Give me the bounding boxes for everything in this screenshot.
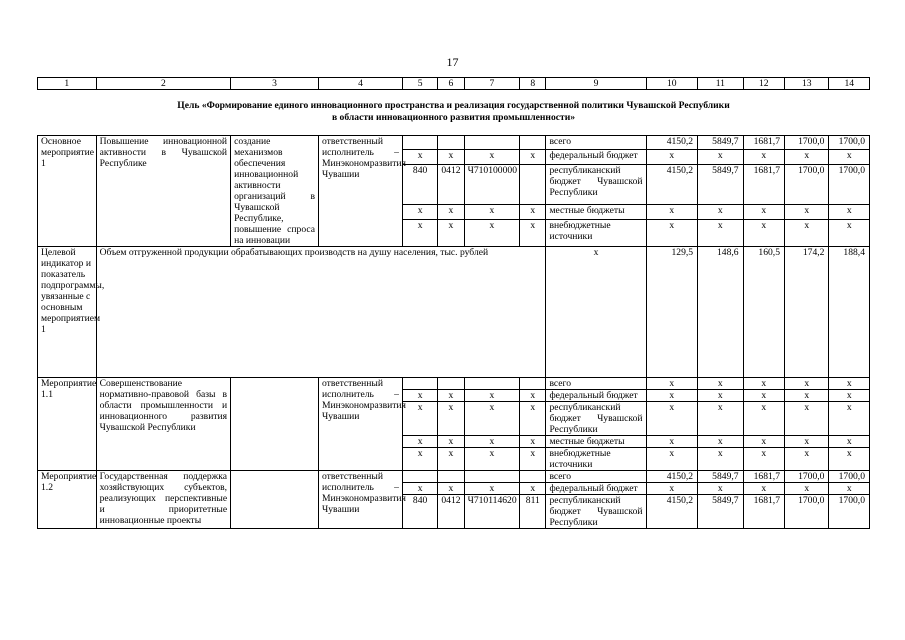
amount: х <box>829 219 870 246</box>
expense-code <box>520 378 546 390</box>
grbs-code <box>402 471 437 483</box>
expense-code: х <box>520 205 546 219</box>
column-number: 8 <box>520 78 546 90</box>
goal-line: Цель «Формирование единого инновационного пространства и реализация государственной политики Чувашской Республики <box>177 100 730 111</box>
expense-code: х <box>520 150 546 164</box>
column-number: 11 <box>698 78 743 90</box>
amount: х <box>698 205 743 219</box>
section-code: х <box>438 219 464 246</box>
column-number: 12 <box>743 78 784 90</box>
grbs-code: х <box>402 448 437 471</box>
event-name: Мероприятие 1.2 <box>38 471 97 529</box>
amount: 4150,2 <box>646 164 698 205</box>
amount: х <box>743 390 784 402</box>
section-code: 0412 <box>438 164 464 205</box>
target-code: х <box>464 436 520 448</box>
target-code <box>464 471 520 483</box>
amount: х <box>646 436 698 448</box>
event-executor: ответственный исполнитель – Минэкономразвития Чувашии <box>319 471 403 529</box>
funding-source: федеральный бюджет <box>546 390 646 402</box>
amount: х <box>785 448 829 471</box>
amount: х <box>646 483 698 495</box>
section-code: х <box>438 150 464 164</box>
amount: х <box>698 390 743 402</box>
amount: 1700,0 <box>785 471 829 483</box>
grbs-code: х <box>402 436 437 448</box>
event-name: Основное мероприятие 1 <box>38 136 97 247</box>
indicator-value: 174,2 <box>785 247 829 378</box>
goal-heading <box>38 90 870 136</box>
amount: х <box>829 402 870 436</box>
grbs-code <box>402 378 437 390</box>
column-number: 5 <box>402 78 437 90</box>
section-code: 0412 <box>438 495 464 529</box>
target-code: х <box>464 150 520 164</box>
funding-source: внебюджетные источники <box>546 219 646 246</box>
section-code: х <box>438 436 464 448</box>
funding-source: федеральный бюджет <box>546 150 646 164</box>
amount: х <box>743 436 784 448</box>
column-number: 9 <box>546 78 646 90</box>
amount: х <box>698 436 743 448</box>
grbs-code: х <box>402 390 437 402</box>
column-number: 6 <box>438 78 464 90</box>
target-code <box>464 378 520 390</box>
funding-source: местные бюджеты <box>546 436 646 448</box>
amount: х <box>698 378 743 390</box>
amount: х <box>785 390 829 402</box>
expense-code: х <box>520 219 546 246</box>
expense-code: х <box>520 390 546 402</box>
section-code: х <box>438 390 464 402</box>
amount: х <box>698 219 743 246</box>
target-code: х <box>464 402 520 436</box>
column-number: 1 <box>38 78 97 90</box>
expense-code <box>520 136 546 150</box>
amount: 5849,7 <box>698 495 743 529</box>
event-name: Мероприятие 1.1 <box>38 378 97 471</box>
grbs-code: 840 <box>402 495 437 529</box>
indicator-value: 188,4 <box>829 247 870 378</box>
amount: х <box>646 378 698 390</box>
column-number: 14 <box>829 78 870 90</box>
amount: 1700,0 <box>785 136 829 150</box>
amount: 1700,0 <box>829 136 870 150</box>
grbs-code: 840 <box>402 164 437 205</box>
page-number: 17 <box>446 55 459 69</box>
amount: х <box>698 483 743 495</box>
section-code: х <box>438 448 464 471</box>
section-code: х <box>438 402 464 436</box>
amount: х <box>743 448 784 471</box>
target-code: х <box>464 483 520 495</box>
target-code: х <box>464 205 520 219</box>
table-row <box>38 378 870 390</box>
expense-code: х <box>520 448 546 471</box>
amount: х <box>743 219 784 246</box>
amount: х <box>646 205 698 219</box>
indicator-value: 148,6 <box>698 247 743 378</box>
table-row <box>38 471 870 483</box>
amount: х <box>785 219 829 246</box>
amount: х <box>698 402 743 436</box>
expense-code: 811 <box>520 495 546 529</box>
target-code: х <box>464 448 520 471</box>
amount: х <box>785 436 829 448</box>
amount: х <box>743 150 784 164</box>
amount: 1681,7 <box>743 495 784 529</box>
funding-source: всего <box>546 136 646 150</box>
indicator-value: 160,5 <box>743 247 784 378</box>
grbs-code: х <box>402 219 437 246</box>
expense-code <box>520 471 546 483</box>
funding-source: республиканский бюджет Чувашской Республики <box>546 164 646 205</box>
event-executor: ответственный исполнитель – Минэкономразвития Чувашии <box>319 378 403 471</box>
amount: 1700,0 <box>829 495 870 529</box>
event-description: Повышение инновационной активности в Чувашской Республике <box>96 136 230 247</box>
amount: х <box>829 483 870 495</box>
funding-source: республиканский бюджет Чувашской Республики <box>546 402 646 436</box>
program-table <box>37 77 870 529</box>
table-row <box>38 136 870 150</box>
amount: 1700,0 <box>829 164 870 205</box>
goal-row <box>38 90 870 136</box>
indicator-name: Целевой индикатор и показатель подпрограммы, увязанные с основным мероприятием 1 <box>38 247 97 378</box>
amount: 1681,7 <box>743 164 784 205</box>
grbs-code: х <box>402 402 437 436</box>
indicator-row <box>38 247 870 378</box>
amount: 1700,0 <box>785 495 829 529</box>
amount: х <box>785 483 829 495</box>
column-number: 7 <box>464 78 520 90</box>
amount: 4150,2 <box>646 471 698 483</box>
amount: х <box>785 150 829 164</box>
column-number: 4 <box>319 78 403 90</box>
goal-line: в области инновационного развития промышленности» <box>331 112 576 123</box>
amount: х <box>785 402 829 436</box>
indicator-value: 129,5 <box>646 247 698 378</box>
expense-code: х <box>520 483 546 495</box>
target-code: х <box>464 390 520 402</box>
amount: х <box>743 483 784 495</box>
grbs-code: х <box>402 150 437 164</box>
indicator-unit: х <box>546 247 646 378</box>
section-code <box>438 471 464 483</box>
column-number: 13 <box>785 78 829 90</box>
expense-code: х <box>520 436 546 448</box>
funding-source: местные бюджеты <box>546 205 646 219</box>
amount: 1681,7 <box>743 136 784 150</box>
column-number-row <box>38 78 870 90</box>
amount: 5849,7 <box>698 136 743 150</box>
amount: х <box>829 390 870 402</box>
amount: х <box>743 378 784 390</box>
grbs-code: х <box>402 483 437 495</box>
indicator-text: Объем отгруженной продукции обрабатывающих производств на душу населения, тыс. рублей <box>96 247 546 378</box>
expense-code: х <box>520 402 546 436</box>
amount: х <box>829 448 870 471</box>
grbs-code <box>402 136 437 150</box>
funding-source: федеральный бюджет <box>546 483 646 495</box>
amount: 1681,7 <box>743 471 784 483</box>
amount: х <box>646 219 698 246</box>
amount: х <box>646 390 698 402</box>
amount: х <box>646 448 698 471</box>
column-number: 3 <box>231 78 319 90</box>
grbs-code: х <box>402 205 437 219</box>
event-description: Совершенствование нормативно-правовой базы в области промышленности и инновационного развития Чувашской Республики <box>96 378 230 471</box>
amount: 4150,2 <box>646 136 698 150</box>
amount: х <box>785 378 829 390</box>
target-code: х <box>464 219 520 246</box>
section-code <box>438 136 464 150</box>
section-code <box>438 378 464 390</box>
target-code <box>464 136 520 150</box>
event-result: создание механизмов обеспечения инновационной активности организаций в Чувашской Республике, повышение спроса на инновации <box>231 136 319 247</box>
funding-source: всего <box>546 471 646 483</box>
amount: 4150,2 <box>646 495 698 529</box>
amount: х <box>829 378 870 390</box>
amount: х <box>829 436 870 448</box>
amount: х <box>743 402 784 436</box>
section-code: х <box>438 483 464 495</box>
column-number: 10 <box>646 78 698 90</box>
target-code: Ч710100000 <box>464 164 520 205</box>
amount: х <box>646 402 698 436</box>
amount: 5849,7 <box>698 164 743 205</box>
funding-source: внебюджетные источники <box>546 448 646 471</box>
amount: 1700,0 <box>829 471 870 483</box>
expense-code <box>520 164 546 205</box>
amount: х <box>698 448 743 471</box>
section-code: х <box>438 205 464 219</box>
amount: х <box>829 150 870 164</box>
amount: х <box>785 205 829 219</box>
funding-source: всего <box>546 378 646 390</box>
funding-source: республиканский бюджет Чувашской Республики <box>546 495 646 529</box>
event-executor: ответственный исполнитель – Минэкономразвития Чувашии <box>319 136 403 247</box>
amount: 1700,0 <box>785 164 829 205</box>
target-code: Ч710114620 <box>464 495 520 529</box>
amount: х <box>646 150 698 164</box>
amount: х <box>829 205 870 219</box>
amount: х <box>698 150 743 164</box>
event-result <box>231 378 319 471</box>
amount: х <box>743 205 784 219</box>
event-result <box>231 471 319 529</box>
column-number: 2 <box>96 78 230 90</box>
event-description: Государственная поддержка хозяйствующих субъектов, реализующих перспективные и приоритетные инновационные проекты <box>96 471 230 529</box>
amount: 5849,7 <box>698 471 743 483</box>
